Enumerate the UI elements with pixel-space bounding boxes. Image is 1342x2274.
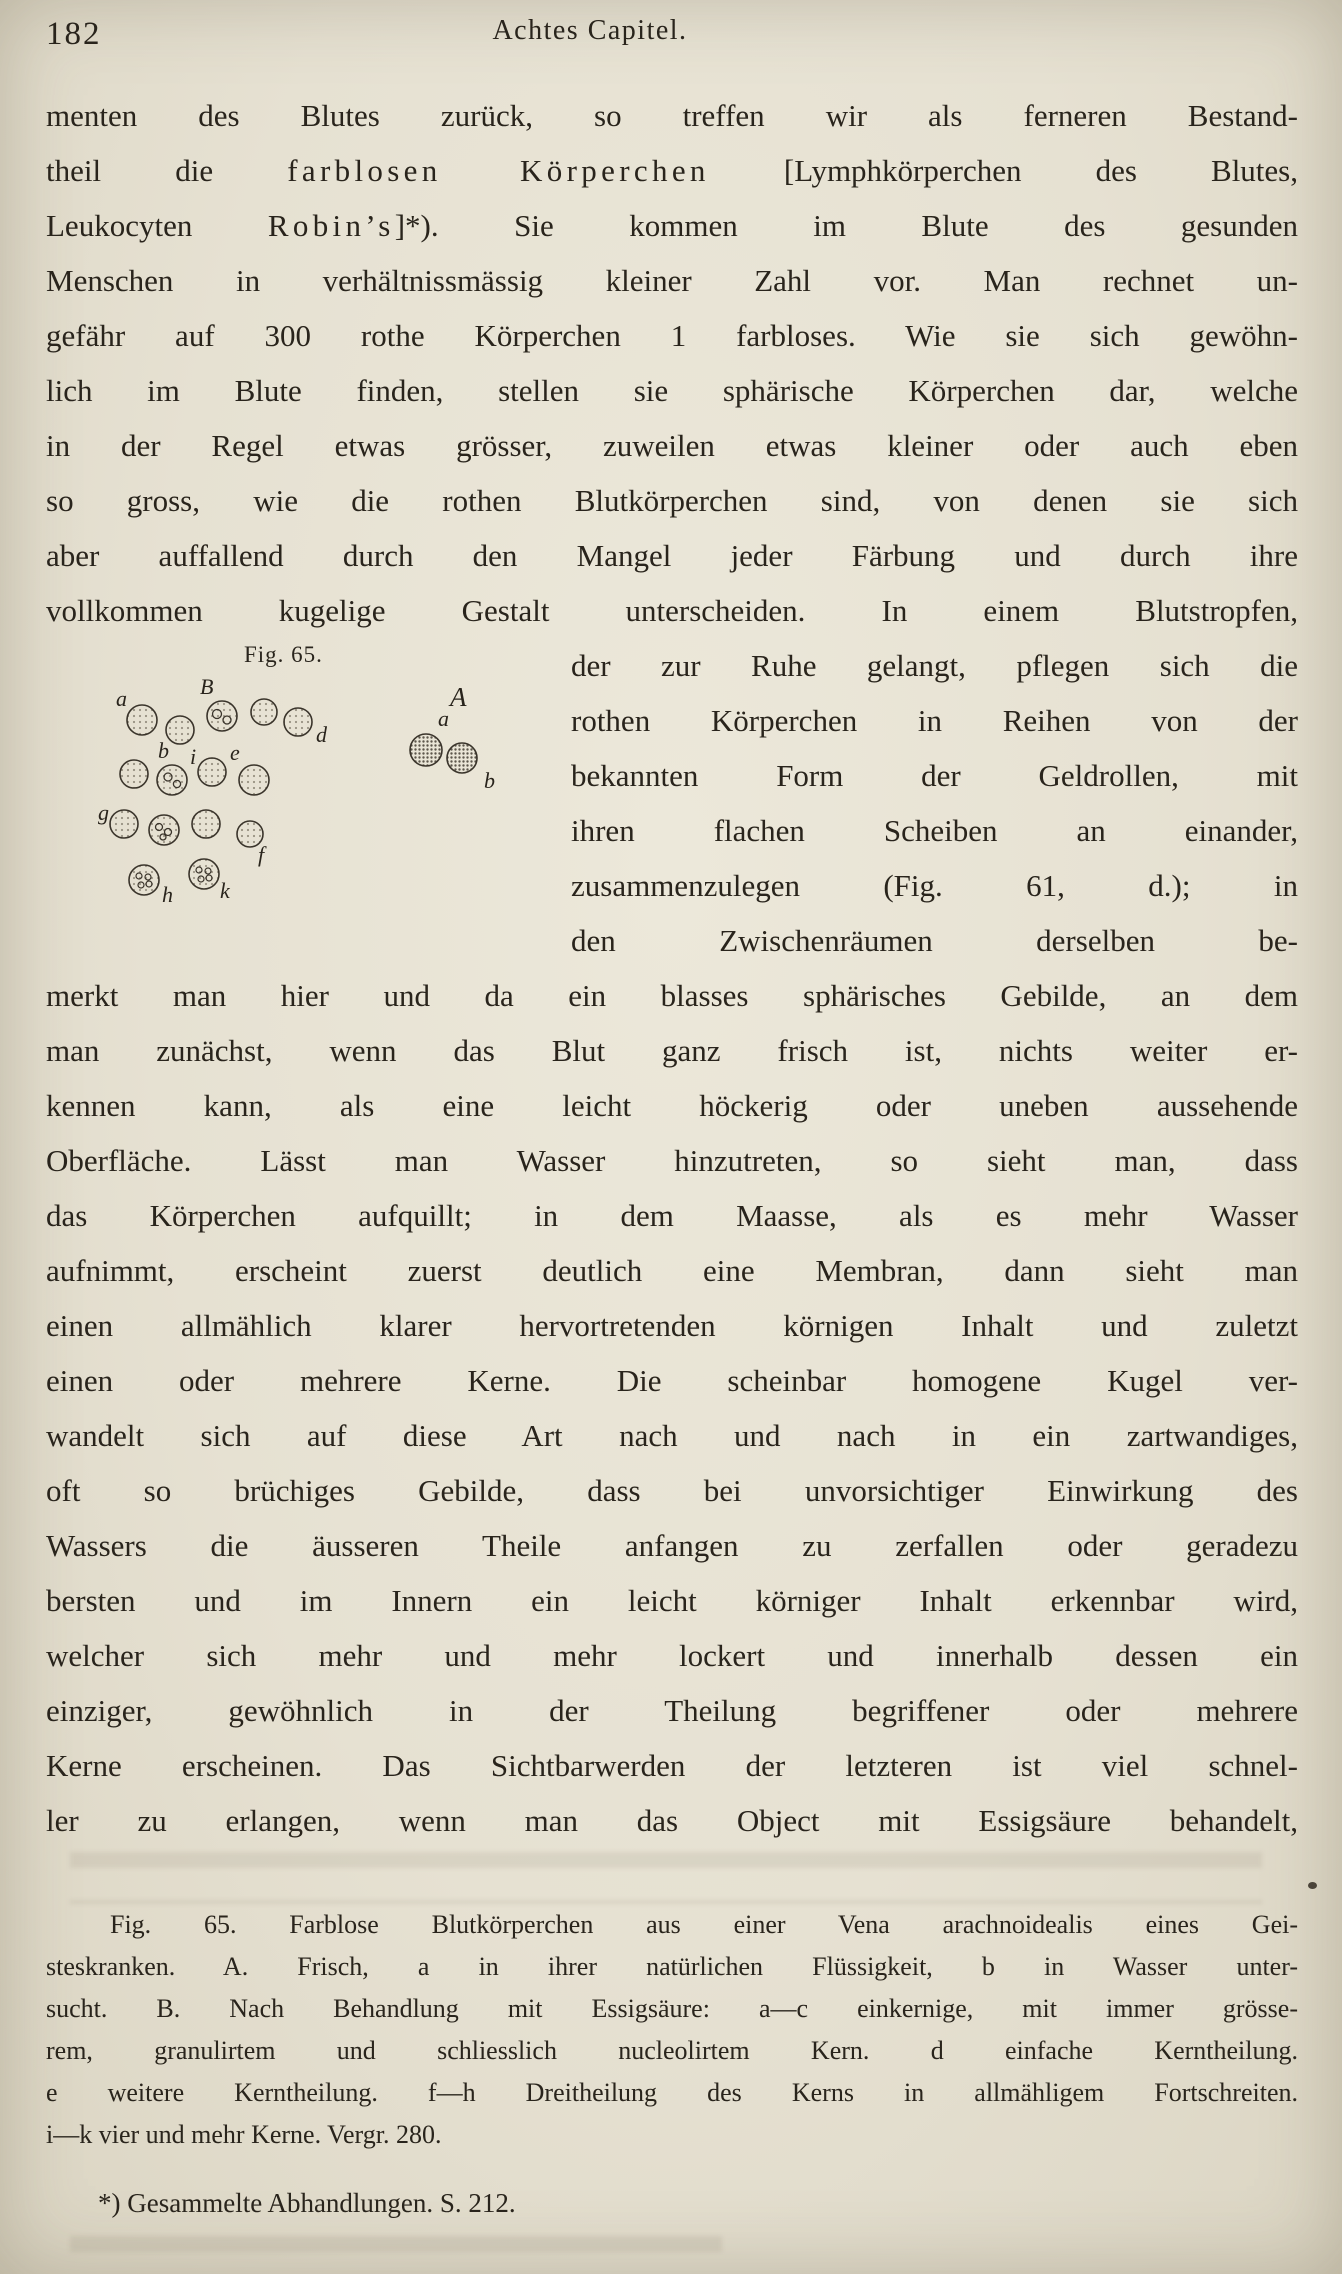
body-line: Wassers die äusseren Theile anfangen zu zerfallen oder geradezu (46, 1528, 1298, 1563)
body-line: aufnimmt, erscheint zuerst deutlich eine Membran, dann sieht man (46, 1253, 1298, 1288)
page-bleedthrough (70, 2236, 722, 2266)
figure-letter-a2: a (438, 706, 449, 731)
body-line (46, 143, 1298, 198)
blood-cell (251, 699, 277, 725)
blood-cell (192, 810, 220, 838)
blood-cell (120, 760, 148, 788)
body-line: menten des Blutes zurück, so treffen wir als ferneren Bestand- (46, 98, 1298, 133)
body-line: einen oder mehrere Kerne. Die scheinbar homogene Kugel ver- (46, 1363, 1298, 1398)
body-line: bersten und im Innern ein leicht körniger Inhalt erkennbar wird, (46, 1583, 1298, 1618)
body-line: das Körperchen aufquillt; in dem Maasse, als es mehr Wasser (46, 1198, 1298, 1233)
blood-cell (166, 716, 194, 744)
figure-letter-d: d (316, 722, 327, 747)
scan-artifact-dot (1308, 1882, 1317, 1889)
figure-letter-h: h (162, 882, 173, 907)
emphasized-text: Robin’s (267, 208, 395, 243)
body-line: vollkommen kugelige Gestalt unterscheiden. In einem Blutstropfen, (46, 593, 1298, 628)
body-line: so gross, wie die rothen Blutkörperchen sind, von denen sie sich (46, 483, 1298, 518)
figure-letter-f: f (258, 842, 265, 867)
figure-illustration (54, 672, 564, 922)
blood-cell (110, 810, 138, 838)
body-line: wandelt sich auf diese Art nach und nach in ein zartwandiges, (46, 1418, 1298, 1453)
figure-letter-a: a (116, 686, 127, 711)
blood-cell (239, 765, 269, 795)
figure-letter-b2: b (484, 768, 495, 793)
body-line: einen allmählich klarer hervortretenden körnigen Inhalt und zuletzt (46, 1308, 1298, 1343)
body-line: Menschen in verhältnissmässig kleiner Zahl vor. Man rechnet un- (46, 263, 1298, 298)
blood-cell (189, 859, 219, 889)
blood-cell (207, 701, 237, 731)
body-line: Kerne erscheinen. Das Sichtbarwerden der letzteren ist viel schnel- (46, 1748, 1298, 1783)
blood-cell (447, 743, 477, 773)
body-line: bekannten Form der Geldrollen, mit (571, 758, 1298, 793)
caption-line: rem, granulirtem und schliesslich nucleolirtem Kern. d einfache Kerntheilung. (46, 2036, 1298, 2065)
body-line: den Zwischenräumen derselben be- (571, 923, 1298, 958)
figure-letter-A: A (450, 682, 467, 712)
figure-65 (54, 638, 564, 922)
figure-caption (46, 1904, 1298, 2156)
blood-cell (129, 865, 159, 895)
body-line: kennen kann, als eine leicht höckerig oder uneben aussehende (46, 1088, 1298, 1123)
page-content (46, 0, 1298, 2219)
figure-letter-B: B (200, 674, 214, 699)
wrapped-text-column (571, 638, 1298, 968)
chapter-heading: Achtes Capitel. (492, 15, 688, 46)
figure-letter-b: b (158, 738, 169, 763)
blood-cell (198, 758, 226, 786)
caption-line: e weitere Kerntheilung. f—h Dreitheilung des Kerns in allmähligem Fortschreiten. (46, 2078, 1298, 2107)
body-text: theil die (46, 153, 288, 188)
body-line: man zunächst, wenn das Blut ganz frisch ist, nichts weiter er- (46, 1033, 1298, 1068)
blood-cell (284, 708, 312, 736)
body-line: der zur Ruhe gelangt, pflegen sich die (571, 648, 1298, 683)
body-line: zusammenzulegen (Fig. 61, d.); in (571, 868, 1298, 903)
figure-letter-g: g (98, 800, 109, 825)
body-line: rothen Körperchen in Reihen von der (571, 703, 1298, 738)
caption-line: sucht. B. Nach Behandlung mit Essigsäure: a—c einkernige, mit immer grösse- (46, 1994, 1298, 2023)
page-number: 182 (46, 16, 102, 52)
body-text: [Lymphkörperchen des Blutes, (709, 153, 1298, 188)
body-line: ler zu erlangen, wenn man das Object mit Essigsäure behandelt, (46, 1803, 1298, 1838)
caption-line: Fig. 65. Farblose Blutkörperchen aus einer Vena arachnoidealis eines Gei- (110, 1910, 1298, 1939)
body-line: oft so brüchiges Gebilde, dass bei unvorsichtiger Einwirkung des (46, 1473, 1298, 1508)
figure-row (46, 638, 1298, 968)
blood-cell (410, 734, 442, 766)
body-line: Oberfläche. Lässt man Wasser hinzutreten, so sieht man, dass (46, 1143, 1298, 1178)
page-header (46, 12, 1298, 64)
figure-letter-e: e (230, 740, 240, 765)
body-line: in der Regel etwas grösser, zuweilen etwas kleiner oder auch eben (46, 428, 1298, 463)
caption-line: i—k vier und mehr Kerne. Vergr. 280. (46, 2120, 442, 2149)
body-text: Leukocyten (46, 208, 268, 243)
figure-letter-i: i (190, 744, 197, 769)
body-line: einziger, gewöhnlich in der Theilung begriffener oder mehrere (46, 1693, 1298, 1728)
figure-letter-k: k (220, 878, 230, 903)
body-line: welcher sich mehr und mehr lockert und innerhalb dessen ein (46, 1638, 1298, 1673)
emphasized-text: farblosen Körperchen (287, 153, 710, 188)
body-line: gefähr auf 300 rothe Körperchen 1 farbloses. Wie sie sich gewöhn- (46, 318, 1298, 353)
body-line (46, 198, 1298, 253)
body-line: lich im Blute finden, stellen sie sphärische Körperchen dar, welche (46, 373, 1298, 408)
body-line: ihren flachen Scheiben an einander, (571, 813, 1298, 848)
caption-line: steskranken. A. Frisch, a in ihrer natürlichen Flüssigkeit, b in Wasser unter- (46, 1952, 1298, 1981)
figure-label: Fig. 65. (244, 642, 323, 667)
blood-cell (127, 705, 157, 735)
body-line: merkt man hier und da ein blasses sphärisches Gebilde, an dem (46, 978, 1298, 1013)
footnote: *) Gesammelte Abhandlungen. S. 212. (98, 2188, 516, 2218)
body-text: ]*). Sie kommen im Blute des gesunden (394, 208, 1299, 243)
blood-cell (157, 765, 187, 795)
body-text-block (46, 88, 1298, 1848)
body-line: aber auffallend durch den Mangel jeder Färbung und durch ihre (46, 538, 1298, 573)
